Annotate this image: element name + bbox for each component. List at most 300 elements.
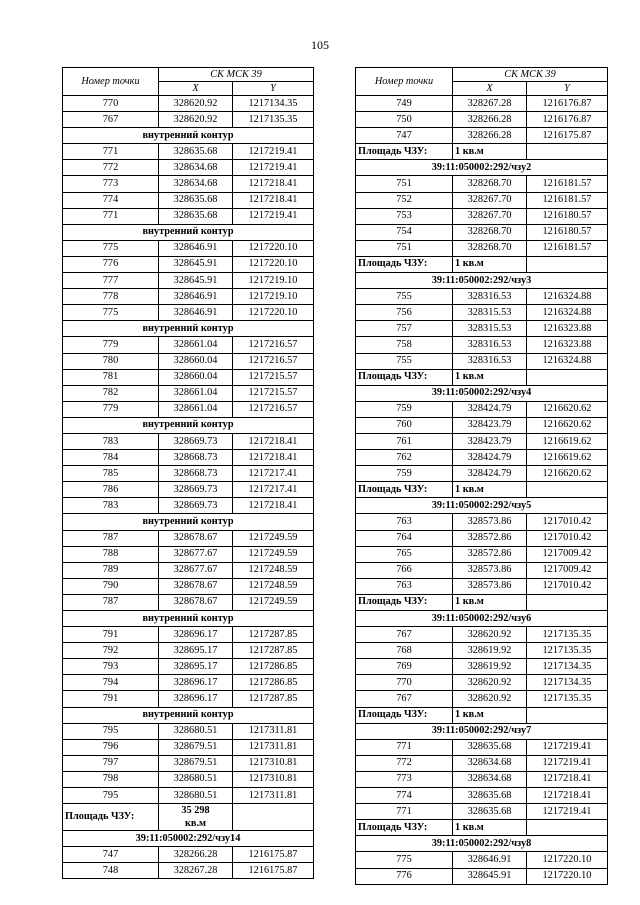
empty-cell	[527, 707, 608, 723]
empty-cell	[527, 482, 608, 498]
x-coordinate: 328267.70	[453, 192, 527, 208]
area-value: 1 кв.м	[453, 144, 527, 160]
empty-cell	[527, 594, 608, 610]
x-coordinate: 328678.67	[159, 578, 233, 594]
x-coordinate: 328669.73	[159, 482, 233, 498]
x-coordinate: 328635.68	[453, 788, 527, 804]
x-coordinate: 328661.04	[159, 401, 233, 417]
table-row	[63, 771, 314, 787]
empty-cell	[527, 369, 608, 385]
point-number: 781	[63, 369, 159, 385]
point-number: 793	[63, 659, 159, 675]
y-coordinate: 1217135.35	[527, 691, 608, 707]
x-coordinate: 328572.86	[453, 530, 527, 546]
empty-cell	[527, 820, 608, 836]
table-row	[63, 847, 314, 863]
area-row	[356, 820, 608, 836]
point-number: 767	[356, 627, 453, 643]
point-number: 749	[356, 96, 453, 112]
point-number: 774	[63, 192, 159, 208]
y-coordinate: 1216181.57	[527, 240, 608, 256]
x-coordinate: 328678.67	[159, 530, 233, 546]
header-y: Y	[233, 82, 314, 96]
point-number: 786	[63, 482, 159, 498]
x-coordinate: 328620.92	[453, 675, 527, 691]
y-coordinate: 1217218.41	[233, 498, 314, 514]
y-coordinate: 1217248.59	[233, 562, 314, 578]
y-coordinate: 1217311.81	[233, 723, 314, 739]
y-coordinate: 1217215.57	[233, 385, 314, 401]
y-coordinate: 1217287.85	[233, 643, 314, 659]
y-coordinate: 1217009.42	[527, 562, 608, 578]
y-coordinate: 1217311.81	[233, 739, 314, 755]
table-row	[63, 466, 314, 482]
point-number: 773	[356, 771, 453, 787]
header-x: X	[159, 82, 233, 96]
section-header: 39:11:050002:292/чзу2	[356, 160, 608, 176]
x-coordinate: 328424.79	[453, 450, 527, 466]
section-header: 39:11:050002:292/чзу5	[356, 498, 608, 514]
x-coordinate: 328316.53	[453, 337, 527, 353]
area-row	[63, 804, 314, 831]
point-number: 794	[63, 675, 159, 691]
y-coordinate: 1217220.10	[527, 852, 608, 868]
y-coordinate: 1217135.35	[527, 627, 608, 643]
y-coordinate: 1216175.87	[233, 863, 314, 879]
table-row	[356, 675, 608, 691]
area-value: 1 кв.м	[453, 256, 527, 272]
y-coordinate: 1217218.41	[233, 433, 314, 449]
x-coordinate: 328267.28	[453, 96, 527, 112]
point-number: 792	[63, 643, 159, 659]
point-number: 776	[63, 256, 159, 272]
page-number: 105	[311, 38, 329, 52]
table-row	[356, 530, 608, 546]
point-number: 767	[63, 112, 159, 128]
y-coordinate: 1217220.10	[233, 305, 314, 321]
section-header: внутренний контур	[63, 707, 314, 723]
empty-cell	[233, 804, 314, 831]
x-coordinate: 328646.91	[159, 305, 233, 321]
y-coordinate: 1217249.59	[233, 530, 314, 546]
table-row	[63, 739, 314, 755]
y-coordinate: 1217218.41	[527, 788, 608, 804]
table-row	[356, 208, 608, 224]
y-coordinate: 1216181.57	[527, 192, 608, 208]
y-coordinate: 1217135.35	[527, 643, 608, 659]
x-coordinate: 328268.70	[453, 240, 527, 256]
header-coordinate-system: СК МСК 39	[159, 68, 314, 82]
x-coordinate: 328634.68	[159, 160, 233, 176]
y-coordinate: 1216175.87	[527, 128, 608, 144]
point-number: 759	[356, 466, 453, 482]
area-label: Площадь ЧЗУ:	[356, 707, 453, 723]
y-coordinate: 1217310.81	[233, 771, 314, 787]
table-row	[63, 176, 314, 192]
point-number: 774	[356, 788, 453, 804]
table-row	[356, 643, 608, 659]
area-label: Площадь ЧЗУ:	[356, 482, 453, 498]
header-x: X	[453, 82, 527, 96]
coordinates-table-right	[355, 67, 608, 885]
point-number: 756	[356, 305, 453, 321]
point-number: 771	[63, 144, 159, 160]
x-coordinate: 328620.92	[453, 627, 527, 643]
table-row	[356, 224, 608, 240]
table-row	[356, 739, 608, 755]
point-number: 755	[356, 353, 453, 369]
x-coordinate: 328646.91	[159, 240, 233, 256]
empty-cell	[527, 256, 608, 272]
y-coordinate: 1217009.42	[527, 546, 608, 562]
x-coordinate: 328660.04	[159, 369, 233, 385]
x-coordinate: 328668.73	[159, 450, 233, 466]
x-coordinate: 328423.79	[453, 417, 527, 433]
table-row	[63, 369, 314, 385]
y-coordinate: 1216324.88	[527, 289, 608, 305]
section-header: 39:11:050002:292/чзу14	[63, 831, 314, 847]
table-row	[63, 160, 314, 176]
table-row	[63, 112, 314, 128]
area-row	[356, 369, 608, 385]
point-number: 758	[356, 337, 453, 353]
table-row	[356, 691, 608, 707]
table-row	[356, 450, 608, 466]
point-number: 770	[356, 675, 453, 691]
x-coordinate: 328645.91	[453, 868, 527, 884]
y-coordinate: 1217010.42	[527, 578, 608, 594]
x-coordinate: 328423.79	[453, 433, 527, 449]
y-coordinate: 1217220.10	[233, 256, 314, 272]
table-row	[356, 627, 608, 643]
section-header-row	[356, 160, 608, 176]
point-number: 783	[63, 498, 159, 514]
area-label: Площадь ЧЗУ:	[356, 144, 453, 160]
table-row	[63, 353, 314, 369]
point-number: 748	[63, 863, 159, 879]
y-coordinate: 1216180.57	[527, 208, 608, 224]
table-row	[356, 433, 608, 449]
section-header: 39:11:050002:292/чзу8	[356, 836, 608, 852]
table-row	[63, 530, 314, 546]
point-number: 779	[63, 337, 159, 353]
point-number: 767	[356, 691, 453, 707]
x-coordinate: 328634.68	[159, 176, 233, 192]
section-header-row	[63, 707, 314, 723]
y-coordinate: 1216181.57	[527, 176, 608, 192]
table-row	[356, 321, 608, 337]
section-header-row	[356, 498, 608, 514]
x-coordinate: 328635.68	[159, 144, 233, 160]
point-number: 798	[63, 771, 159, 787]
point-number: 770	[63, 96, 159, 112]
table-row	[63, 627, 314, 643]
x-coordinate: 328635.68	[453, 804, 527, 820]
y-coordinate: 1217218.41	[233, 450, 314, 466]
table-row	[356, 112, 608, 128]
point-number: 795	[63, 723, 159, 739]
x-coordinate: 328316.53	[453, 353, 527, 369]
area-value: 1 кв.м	[453, 820, 527, 836]
point-number: 765	[356, 546, 453, 562]
header-point-number: Номер точки	[63, 68, 159, 96]
table-row	[63, 240, 314, 256]
table-row	[356, 578, 608, 594]
y-coordinate: 1217219.41	[527, 739, 608, 755]
table-row	[63, 675, 314, 691]
area-row	[356, 144, 608, 160]
y-coordinate: 1217216.57	[233, 401, 314, 417]
y-coordinate: 1216620.62	[527, 401, 608, 417]
table-row	[63, 659, 314, 675]
y-coordinate: 1217286.85	[233, 659, 314, 675]
section-header: внутренний контур	[63, 128, 314, 144]
table-row	[63, 482, 314, 498]
y-coordinate: 1217134.35	[527, 659, 608, 675]
point-number: 775	[356, 852, 453, 868]
y-coordinate: 1217220.10	[527, 868, 608, 884]
x-coordinate: 328696.17	[159, 675, 233, 691]
section-header: 39:11:050002:292/чзу4	[356, 385, 608, 401]
point-number: 771	[356, 804, 453, 820]
area-label: Площадь ЧЗУ:	[356, 594, 453, 610]
table-row	[63, 289, 314, 305]
point-number: 797	[63, 755, 159, 771]
table-row	[63, 256, 314, 272]
y-coordinate: 1217219.10	[233, 289, 314, 305]
table-row	[356, 852, 608, 868]
y-coordinate: 1217216.57	[233, 337, 314, 353]
x-coordinate: 328661.04	[159, 385, 233, 401]
point-number: 757	[356, 321, 453, 337]
point-number: 761	[356, 433, 453, 449]
x-coordinate: 328660.04	[159, 353, 233, 369]
header-point-number: Номер точки	[356, 68, 453, 96]
y-coordinate: 1217217.41	[233, 466, 314, 482]
y-coordinate: 1216620.62	[527, 466, 608, 482]
y-coordinate: 1217219.41	[527, 755, 608, 771]
x-coordinate: 328680.51	[159, 788, 233, 804]
x-coordinate: 328267.70	[453, 208, 527, 224]
y-coordinate: 1217219.41	[527, 804, 608, 820]
y-coordinate: 1216324.88	[527, 353, 608, 369]
table-row	[63, 401, 314, 417]
section-header: внутренний контур	[63, 417, 314, 433]
x-coordinate: 328678.67	[159, 594, 233, 610]
table-row	[356, 176, 608, 192]
x-coordinate: 328266.28	[453, 128, 527, 144]
point-number: 782	[63, 385, 159, 401]
section-header: 39:11:050002:292/чзу7	[356, 723, 608, 739]
point-number: 751	[356, 176, 453, 192]
point-number: 754	[356, 224, 453, 240]
y-coordinate: 1217220.10	[233, 240, 314, 256]
table-row	[356, 401, 608, 417]
x-coordinate: 328669.73	[159, 498, 233, 514]
table-row	[356, 192, 608, 208]
point-number: 783	[63, 433, 159, 449]
table-row	[356, 128, 608, 144]
point-number: 755	[356, 289, 453, 305]
table-row	[63, 594, 314, 610]
table-row	[63, 305, 314, 321]
x-coordinate: 328677.67	[159, 562, 233, 578]
table-row	[63, 863, 314, 879]
section-header: внутренний контур	[63, 224, 314, 240]
x-coordinate: 328315.53	[453, 305, 527, 321]
point-number: 791	[63, 691, 159, 707]
coordinates-table-left	[62, 67, 314, 879]
point-number: 776	[356, 868, 453, 884]
point-number: 787	[63, 594, 159, 610]
section-header: 39:11:050002:292/чзу6	[356, 611, 608, 627]
table-row	[356, 96, 608, 112]
y-coordinate: 1216619.62	[527, 433, 608, 449]
y-coordinate: 1216323.88	[527, 337, 608, 353]
point-number: 753	[356, 208, 453, 224]
y-coordinate: 1216180.57	[527, 224, 608, 240]
y-coordinate: 1217249.59	[233, 594, 314, 610]
area-value: 1 кв.м	[453, 482, 527, 498]
point-number: 790	[63, 578, 159, 594]
empty-cell	[527, 144, 608, 160]
point-number: 762	[356, 450, 453, 466]
section-header-row	[63, 831, 314, 847]
point-number: 788	[63, 546, 159, 562]
y-coordinate: 1217216.57	[233, 353, 314, 369]
point-number: 796	[63, 739, 159, 755]
table-row	[63, 546, 314, 562]
section-header-row	[356, 723, 608, 739]
area-value: 1 кв.м	[453, 594, 527, 610]
x-coordinate: 328680.51	[159, 723, 233, 739]
x-coordinate: 328661.04	[159, 337, 233, 353]
table-row	[63, 562, 314, 578]
point-number: 747	[356, 128, 453, 144]
y-coordinate: 1217134.35	[527, 675, 608, 691]
y-coordinate: 1217010.42	[527, 530, 608, 546]
area-label: Площадь ЧЗУ:	[356, 820, 453, 836]
section-header-row	[356, 273, 608, 289]
table-row	[63, 723, 314, 739]
table-row	[356, 466, 608, 482]
section-header-row	[63, 514, 314, 530]
area-value	[159, 804, 233, 831]
point-number: 763	[356, 578, 453, 594]
area-row	[356, 594, 608, 610]
x-coordinate: 328679.51	[159, 739, 233, 755]
x-coordinate: 328645.91	[159, 256, 233, 272]
area-value: 1 кв.м	[453, 369, 527, 385]
table-row	[63, 788, 314, 804]
x-coordinate: 328620.92	[159, 96, 233, 112]
x-coordinate: 328619.92	[453, 659, 527, 675]
point-number: 785	[63, 466, 159, 482]
section-header-row	[63, 224, 314, 240]
point-number: 769	[356, 659, 453, 675]
table-row	[63, 755, 314, 771]
y-coordinate: 1217010.42	[527, 514, 608, 530]
section-header: внутренний контур	[63, 611, 314, 627]
table-row	[63, 96, 314, 112]
y-coordinate: 1216324.88	[527, 305, 608, 321]
section-header: внутренний контур	[63, 514, 314, 530]
x-coordinate: 328620.92	[453, 691, 527, 707]
table-row	[356, 240, 608, 256]
x-coordinate: 328646.91	[159, 289, 233, 305]
table-row	[63, 450, 314, 466]
y-coordinate: 1216619.62	[527, 450, 608, 466]
point-number: 772	[63, 160, 159, 176]
y-coordinate: 1217218.41	[233, 176, 314, 192]
area-row	[356, 482, 608, 498]
y-coordinate: 1217287.85	[233, 691, 314, 707]
point-number: 777	[63, 273, 159, 289]
point-number: 750	[356, 112, 453, 128]
x-coordinate: 328635.68	[159, 208, 233, 224]
point-number: 791	[63, 627, 159, 643]
x-coordinate: 328645.91	[159, 273, 233, 289]
point-number: 789	[63, 562, 159, 578]
x-coordinate: 328679.51	[159, 755, 233, 771]
table-row	[356, 868, 608, 884]
point-number: 775	[63, 240, 159, 256]
x-coordinate: 328572.86	[453, 546, 527, 562]
point-number: 778	[63, 289, 159, 305]
header-coordinate-system: СК МСК 39	[453, 68, 608, 82]
x-coordinate: 328268.70	[453, 176, 527, 192]
table-row	[356, 788, 608, 804]
y-coordinate: 1216175.87	[233, 847, 314, 863]
point-number: 764	[356, 530, 453, 546]
table-row	[63, 433, 314, 449]
y-coordinate: 1217286.85	[233, 675, 314, 691]
area-label: Площадь ЧЗУ:	[63, 804, 159, 831]
y-coordinate: 1217310.81	[233, 755, 314, 771]
table-row	[63, 691, 314, 707]
y-coordinate: 1217311.81	[233, 788, 314, 804]
area-number: 35 298	[181, 805, 210, 817]
table-row	[356, 337, 608, 353]
x-coordinate: 328695.17	[159, 659, 233, 675]
area-label: Площадь ЧЗУ:	[356, 369, 453, 385]
table-row	[356, 659, 608, 675]
section-header-row	[63, 128, 314, 144]
section-header: внутренний контур	[63, 321, 314, 337]
table-row	[356, 804, 608, 820]
point-number: 795	[63, 788, 159, 804]
point-number: 763	[356, 514, 453, 530]
x-coordinate: 328680.51	[159, 771, 233, 787]
point-number: 773	[63, 176, 159, 192]
x-coordinate: 328635.68	[453, 739, 527, 755]
table-row	[63, 337, 314, 353]
area-label: Площадь ЧЗУ:	[356, 256, 453, 272]
area-row	[356, 707, 608, 723]
section-header: 39:11:050002:292/чзу3	[356, 273, 608, 289]
x-coordinate: 328635.68	[159, 192, 233, 208]
y-coordinate: 1217219.10	[233, 273, 314, 289]
table-row	[356, 289, 608, 305]
y-coordinate: 1217218.41	[527, 771, 608, 787]
x-coordinate: 328268.70	[453, 224, 527, 240]
x-coordinate: 328669.73	[159, 433, 233, 449]
x-coordinate: 328634.68	[453, 771, 527, 787]
table-row	[356, 305, 608, 321]
y-coordinate: 1217219.41	[233, 144, 314, 160]
table-row	[356, 755, 608, 771]
section-header-row	[356, 836, 608, 852]
